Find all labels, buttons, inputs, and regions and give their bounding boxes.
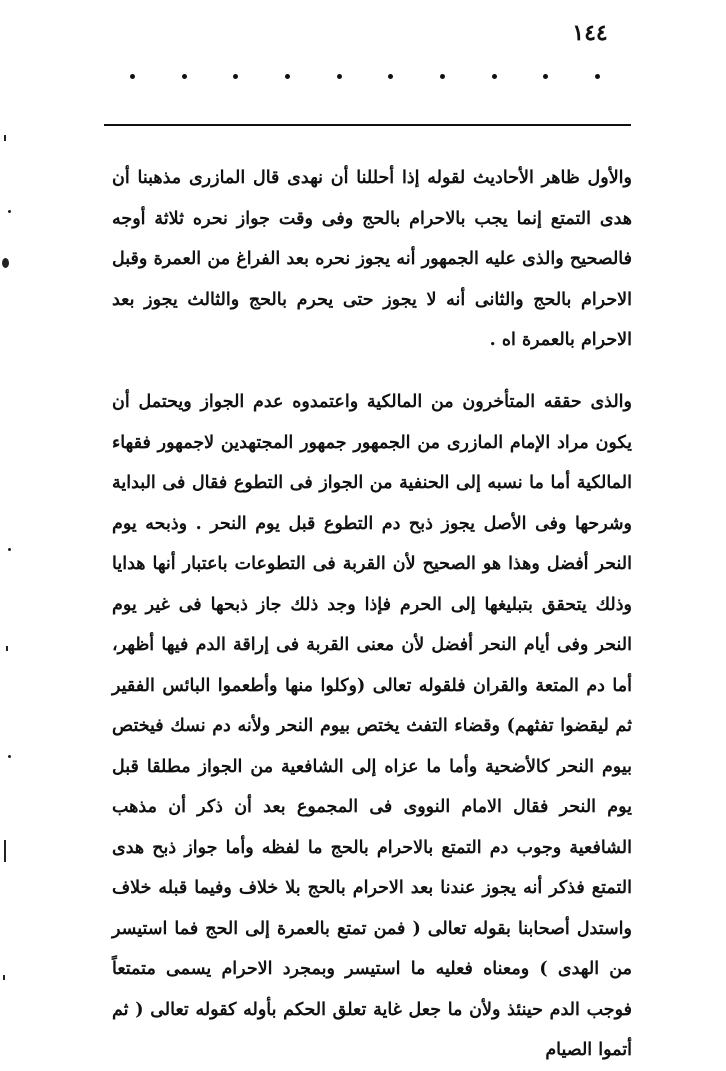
- ornament-dot: [337, 74, 342, 79]
- ornament-dot: [130, 74, 135, 79]
- paragraph-1: والأول ظاهر الأحاديث لقوله إذا أحللنا أن نهدى قال المازرى مذهبنا أن هدى التمتع إنما يجب بالاحرام بالحج وفى وقت جواز نحره ثلاثة أوجه فالصحيح والذى عليه الجمهور أنه يجوز نحره بعد الفراغ من العمرة وقبل الاحرام بالحج والثانى أنه لا يجوز حتى يحرم بالحج والثالث يجوز بعد الاحرام بالعمرة اه .: [112, 168, 632, 350]
- page-number: ١٤٤: [572, 20, 608, 46]
- ornament-dot: [285, 74, 290, 79]
- ornament-dot: [440, 74, 445, 79]
- margin-mark: [4, 840, 6, 862]
- ornament-dot: [182, 74, 187, 79]
- margin-mark: [8, 548, 11, 551]
- ornament-dot: [233, 74, 238, 79]
- ornament-dots: [130, 74, 600, 79]
- margin-mark: [3, 975, 5, 980]
- margin-mark: [4, 135, 6, 141]
- margin-mark: [8, 210, 11, 213]
- ornament-dot: [492, 74, 497, 79]
- ornament-dot: [388, 74, 393, 79]
- ornament-dot: [543, 74, 548, 79]
- ornament-dot: [595, 74, 600, 79]
- paragraph-2: والذى حققه المتأخرون من المالكية واعتمدوه عدم الجواز ويحتمل أن يكون مراد الإمام المازرى من الجمهور جمهور المجتهدين لاجمهور فقهاء المالكية أما ما نسبه إلى الحنفية من الجواز فى التطوع فقال فى البداية وشرحها وفى الأصل يجوز ذبح دم التطوع قبل يوم النحر . وذبحه يوم النحر أفضل وهذا هو الصحيح لأن القربة فى التطوعات باعتبار أنها هدايا وذلك يتحقق بتبليغها إلى الحرم فإذا وجد ذلك جاز ذبحها فى غير يوم النحر وفى أيام النحر أفضل لأن معنى القربة فى إراقة الدم فيها أظهر، أما دم المتعة والقران فلقوله تعالى (وكلوا منها وأطعموا البائس الفقير ثم ليقضوا تفثهم) وقضاء التفث يختص بيوم النحر ولأنه دم نسك فيختص بيوم النحر كالأضحية وأما ما عزاه إلى الشافعية من الجواز مطلقا قبل يوم النحر فقال الامام النووى فى المجموع بعد أن ذكر أن مذهب الشافعية وجوب دم التمتع بالاحرام بالحج ما لفظه وأما جواز ذبح هدى التمتع فذكر أنه يجوز عندنا بعد الاحرام بالحج بلا خلاف وفيما قبله خلاف واستدل أصحابنا بقوله تعالى ( فمن تمتع بالعمرة إلى الحج فما استيسر من الهدى ) ومعناه فعليه ما استيسر وبمجرد الاحرام يسمى متمتعاً فوجب الدم حينئذ ولأن ما جعل غاية تعلق الحكم بأوله كقوله تعالى ( ثم أتموا الصيام: [112, 392, 632, 1060]
- header-rule: [104, 124, 631, 126]
- margin-mark: [6, 646, 8, 651]
- margin-mark: [2, 258, 9, 268]
- margin-mark: [8, 755, 11, 758]
